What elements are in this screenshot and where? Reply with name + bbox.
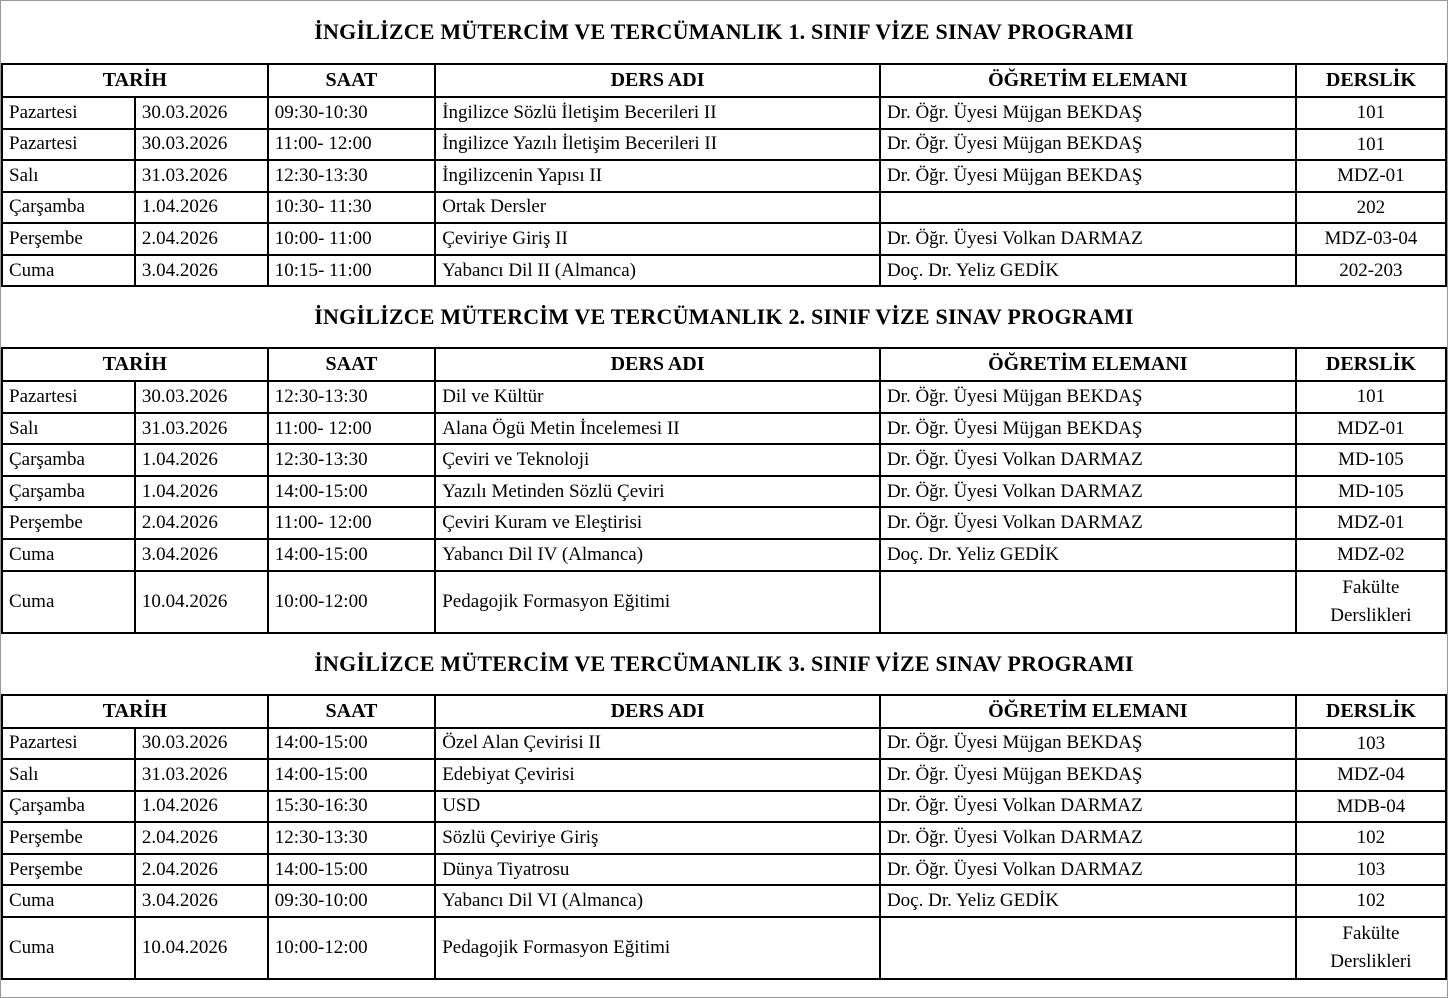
exam-table-2: [1, 347, 1447, 633]
date-cell: 1.04.2026: [135, 476, 268, 508]
classroom-cell: MDZ-04: [1296, 759, 1446, 791]
classroom-cell: 202-203: [1296, 255, 1446, 287]
instructor-cell: Doç. Dr. Yeliz GEDİK: [880, 539, 1296, 571]
classroom-cell: MDZ-01: [1296, 160, 1446, 192]
table-title-2: İNGİLİZCE MÜTERCİM VE TERCÜMANLIK 2. SINIF VİZE SINAV PROGRAMI: [314, 304, 1134, 330]
exam-time-cell: 14:00-15:00: [268, 728, 436, 760]
classroom-cell: 101: [1296, 129, 1446, 161]
table-row: [2, 192, 1446, 224]
column-header-tarih: TARİH: [2, 64, 268, 97]
instructor-cell: [880, 917, 1296, 979]
instructor-cell: Dr. Öğr. Üyesi Volkan DARMAZ: [880, 822, 1296, 854]
column-header-ders-adi: DERS ADI: [435, 64, 880, 97]
instructor-cell: Dr. Öğr. Üyesi Müjgan BEKDAŞ: [880, 728, 1296, 760]
instructor-cell: Dr. Öğr. Üyesi Müjgan BEKDAŞ: [880, 759, 1296, 791]
day-cell: Cuma: [2, 917, 135, 979]
course-name-cell: İngilizce Yazılı İletişim Becerileri II: [435, 129, 880, 161]
exam-time-cell: 12:30-13:30: [268, 822, 436, 854]
classroom-cell: 202: [1296, 192, 1446, 224]
day-cell: Çarşamba: [2, 791, 135, 823]
column-header-saat: SAAT: [268, 64, 436, 97]
table-row: [2, 539, 1446, 571]
classroom-cell: MD-105: [1296, 444, 1446, 476]
exam-time-cell: 12:30-13:30: [268, 160, 436, 192]
course-name-cell: Özel Alan Çevirisi II: [435, 728, 880, 760]
course-name-cell: Pedagojik Formasyon Eğitimi: [435, 571, 880, 633]
day-cell: Pazartesi: [2, 129, 135, 161]
course-name-cell: Sözlü Çeviriye Giriş: [435, 822, 880, 854]
exam-time-cell: 10:00-12:00: [268, 917, 436, 979]
date-cell: 30.03.2026: [135, 381, 268, 413]
column-header-saat: SAAT: [268, 348, 436, 381]
table-row: [2, 791, 1446, 823]
table-row: [2, 97, 1446, 129]
table-row: [2, 255, 1446, 287]
exam-time-cell: 11:00- 12:00: [268, 413, 436, 445]
day-cell: Perşembe: [2, 507, 135, 539]
exam-table-3: [1, 694, 1447, 980]
classroom-cell: MD-105: [1296, 476, 1446, 508]
classroom-cell: 101: [1296, 97, 1446, 129]
column-header-saat: SAAT: [268, 695, 436, 728]
exam-time-cell: 14:00-15:00: [268, 476, 436, 508]
table-row: [2, 854, 1446, 886]
exam-time-cell: 11:00- 12:00: [268, 129, 436, 161]
instructor-cell: Doç. Dr. Yeliz GEDİK: [880, 255, 1296, 287]
day-cell: Salı: [2, 413, 135, 445]
instructor-cell: Dr. Öğr. Üyesi Volkan DARMAZ: [880, 854, 1296, 886]
classroom-cell: MDZ-02: [1296, 539, 1446, 571]
day-cell: Cuma: [2, 885, 135, 917]
instructor-cell: Dr. Öğr. Üyesi Volkan DARMAZ: [880, 507, 1296, 539]
course-name-cell: Ortak Dersler: [435, 192, 880, 224]
column-header-ogretim-elemani: ÖĞRETİM ELEMANI: [880, 64, 1296, 97]
exam-time-cell: 14:00-15:00: [268, 759, 436, 791]
header-row: [2, 348, 1446, 381]
course-name-cell: Çeviri ve Teknoloji: [435, 444, 880, 476]
exam-time-cell: 10:00- 11:00: [268, 223, 436, 255]
course-name-cell: Çeviriye Giriş II: [435, 223, 880, 255]
column-header-ders-adi: DERS ADI: [435, 695, 880, 728]
table-row: [2, 444, 1446, 476]
classroom-cell: MDB-04: [1296, 791, 1446, 823]
classroom-cell: 101: [1296, 381, 1446, 413]
classroom-cell: MDZ-03-04: [1296, 223, 1446, 255]
table-row: [2, 885, 1446, 917]
table-row: [2, 223, 1446, 255]
day-cell: Çarşamba: [2, 444, 135, 476]
table-title-1: İNGİLİZCE MÜTERCİM VE TERCÜMANLIK 1. SINIF VİZE SINAV PROGRAMI: [314, 19, 1134, 44]
classroom-cell: Fakülte Derslikleri: [1296, 571, 1446, 633]
classroom-cell: MDZ-01: [1296, 507, 1446, 539]
column-header-ders-adi: DERS ADI: [435, 348, 880, 381]
header-row: [2, 695, 1446, 728]
table-row: [2, 759, 1446, 791]
exam-time-cell: 14:00-15:00: [268, 854, 436, 886]
table-row: [2, 917, 1446, 979]
date-cell: 31.03.2026: [135, 413, 268, 445]
day-cell: Cuma: [2, 571, 135, 633]
exam-time-cell: 11:00- 12:00: [268, 507, 436, 539]
course-name-cell: Yabancı Dil IV (Almanca): [435, 539, 880, 571]
date-cell: 10.04.2026: [135, 917, 268, 979]
course-name-cell: Yabancı Dil VI (Almanca): [435, 885, 880, 917]
classroom-cell: 103: [1296, 728, 1446, 760]
day-cell: Pazartesi: [2, 97, 135, 129]
classroom-cell: 102: [1296, 885, 1446, 917]
exam-time-cell: 09:30-10:30: [268, 97, 436, 129]
instructor-cell: Dr. Öğr. Üyesi Müjgan BEKDAŞ: [880, 381, 1296, 413]
column-header-derslik: DERSLİK: [1296, 695, 1446, 728]
column-header-tarih: TARİH: [2, 348, 268, 381]
header-row: [2, 64, 1446, 97]
course-name-cell: USD: [435, 791, 880, 823]
date-cell: 3.04.2026: [135, 539, 268, 571]
day-cell: Salı: [2, 759, 135, 791]
table-title-3: İNGİLİZCE MÜTERCİM VE TERCÜMANLIK 3. SINIF VİZE SINAV PROGRAMI: [314, 650, 1134, 676]
course-name-cell: Çeviri Kuram ve Eleştirisi: [435, 507, 880, 539]
exam-time-cell: 14:00-15:00: [268, 539, 436, 571]
course-name-cell: Yabancı Dil II (Almanca): [435, 255, 880, 287]
table-row: [2, 160, 1446, 192]
exam-table-1: [1, 63, 1447, 287]
date-cell: 2.04.2026: [135, 854, 268, 886]
course-name-cell: Dil ve Kültür: [435, 381, 880, 413]
table-row: [2, 129, 1446, 161]
exam-time-cell: 12:30-13:30: [268, 444, 436, 476]
date-cell: 1.04.2026: [135, 192, 268, 224]
day-cell: Perşembe: [2, 822, 135, 854]
column-header-ogretim-elemani: ÖĞRETİM ELEMANI: [880, 695, 1296, 728]
classroom-cell: Fakülte Derslikleri: [1296, 917, 1446, 979]
instructor-cell: Dr. Öğr. Üyesi Volkan DARMAZ: [880, 223, 1296, 255]
exam-time-cell: 15:30-16:30: [268, 791, 436, 823]
instructor-cell: Dr. Öğr. Üyesi Müjgan BEKDAŞ: [880, 97, 1296, 129]
exam-time-cell: 10:15- 11:00: [268, 255, 436, 287]
date-cell: 31.03.2026: [135, 759, 268, 791]
course-name-cell: Dünya Tiyatrosu: [435, 854, 880, 886]
date-cell: 30.03.2026: [135, 97, 268, 129]
exam-time-cell: 10:00-12:00: [268, 571, 436, 633]
date-cell: 1.04.2026: [135, 444, 268, 476]
date-cell: 2.04.2026: [135, 223, 268, 255]
column-header-derslik: DERSLİK: [1296, 64, 1446, 97]
day-cell: Pazartesi: [2, 381, 135, 413]
day-cell: Pazartesi: [2, 728, 135, 760]
table-row: [2, 413, 1446, 445]
date-cell: 30.03.2026: [135, 728, 268, 760]
column-header-tarih: TARİH: [2, 695, 268, 728]
instructor-cell: Dr. Öğr. Üyesi Müjgan BEKDAŞ: [880, 129, 1296, 161]
date-cell: 1.04.2026: [135, 791, 268, 823]
date-cell: 3.04.2026: [135, 885, 268, 917]
instructor-cell: Doç. Dr. Yeliz GEDİK: [880, 885, 1296, 917]
exam-time-cell: 10:30- 11:30: [268, 192, 436, 224]
course-name-cell: Yazılı Metinden Sözlü Çeviri: [435, 476, 880, 508]
table-row: [2, 728, 1446, 760]
date-cell: 30.03.2026: [135, 129, 268, 161]
classroom-cell: MDZ-01: [1296, 413, 1446, 445]
table-row: [2, 571, 1446, 633]
instructor-cell: Dr. Öğr. Üyesi Volkan DARMAZ: [880, 476, 1296, 508]
day-cell: Salı: [2, 160, 135, 192]
classroom-cell: 102: [1296, 822, 1446, 854]
course-name-cell: İngilizcenin Yapısı II: [435, 160, 880, 192]
instructor-cell: Dr. Öğr. Üyesi Volkan DARMAZ: [880, 791, 1296, 823]
date-cell: 3.04.2026: [135, 255, 268, 287]
course-name-cell: İngilizce Sözlü İletişim Becerileri II: [435, 97, 880, 129]
course-name-cell: Pedagojik Formasyon Eğitimi: [435, 917, 880, 979]
day-cell: Perşembe: [2, 223, 135, 255]
exam-time-cell: 12:30-13:30: [268, 381, 436, 413]
day-cell: Çarşamba: [2, 476, 135, 508]
date-cell: 10.04.2026: [135, 571, 268, 633]
classroom-cell: 103: [1296, 854, 1446, 886]
table-row: [2, 381, 1446, 413]
day-cell: Perşembe: [2, 854, 135, 886]
instructor-cell: [880, 571, 1296, 633]
day-cell: Çarşamba: [2, 192, 135, 224]
day-cell: Cuma: [2, 255, 135, 287]
table-row: [2, 507, 1446, 539]
column-header-ogretim-elemani: ÖĞRETİM ELEMANI: [880, 348, 1296, 381]
instructor-cell: Dr. Öğr. Üyesi Müjgan BEKDAŞ: [880, 160, 1296, 192]
table-row: [2, 476, 1446, 508]
date-cell: 31.03.2026: [135, 160, 268, 192]
day-cell: Cuma: [2, 539, 135, 571]
instructor-cell: [880, 192, 1296, 224]
column-header-derslik: DERSLİK: [1296, 348, 1446, 381]
date-cell: 2.04.2026: [135, 507, 268, 539]
course-name-cell: Alana Ögü Metin İncelemesi II: [435, 413, 880, 445]
table-row: [2, 822, 1446, 854]
course-name-cell: Edebiyat Çevirisi: [435, 759, 880, 791]
exam-time-cell: 09:30-10:00: [268, 885, 436, 917]
instructor-cell: Dr. Öğr. Üyesi Müjgan BEKDAŞ: [880, 413, 1296, 445]
instructor-cell: Dr. Öğr. Üyesi Volkan DARMAZ: [880, 444, 1296, 476]
date-cell: 2.04.2026: [135, 822, 268, 854]
